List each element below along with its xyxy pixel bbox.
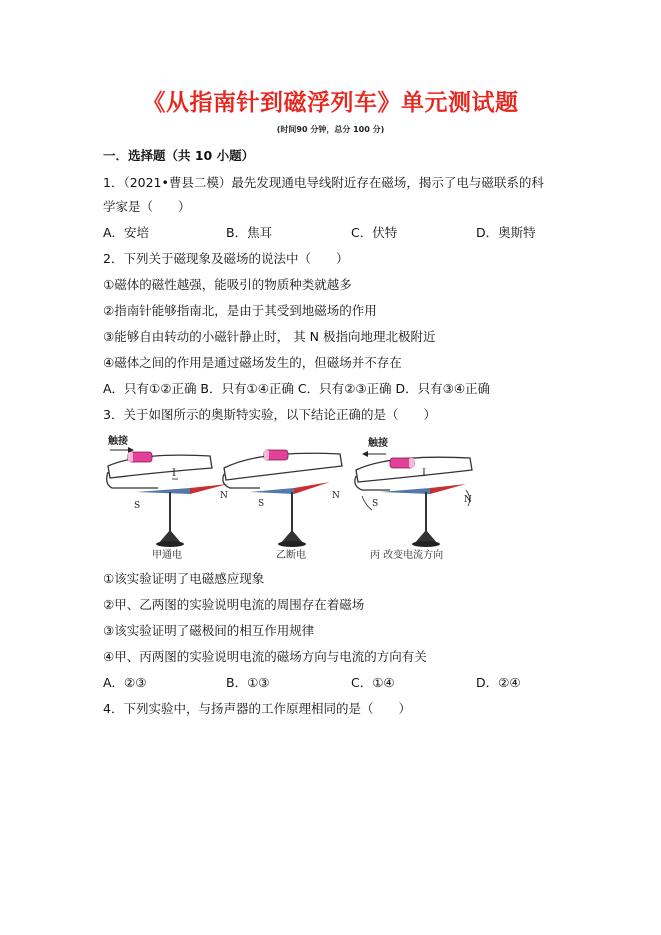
n-label-b: N xyxy=(332,491,340,501)
n-label-c: N xyxy=(464,495,472,505)
caption-b: 乙断电 xyxy=(276,550,306,561)
q1-option-c: C．伏特 xyxy=(351,225,398,240)
q2-statement-2: ②指南针能够指南北，是由于其受到地磁场的作用 xyxy=(103,303,377,318)
q3-statement-1: ①该实验证明了电磁感应现象 xyxy=(103,571,265,586)
oersted-diagram xyxy=(100,432,510,562)
q2-stem: 2．下列关于磁现象及磁场的说法中（ ） xyxy=(103,251,349,266)
page-subtitle: (时间90 分钟，总分 100 分) xyxy=(276,125,385,134)
caption-c: 丙 改变电流方向 xyxy=(370,550,444,561)
q3-option-d: D．②④ xyxy=(476,675,521,690)
q2-options: A．只有①②正确 B．只有①④正确 C．只有②③正确 D．只有③④正确 xyxy=(103,381,491,396)
q3-statement-3: ③该实验证明了磁极间的相互作用规律 xyxy=(103,623,315,638)
touch-label-a: 触接 xyxy=(108,436,128,447)
current-label-c: I xyxy=(422,468,426,479)
q2-statement-4: ④磁体之间的作用是通过磁场发生的，但磁场并不存在 xyxy=(103,355,402,370)
section-heading: 一．选择题（共 10 小题） xyxy=(103,148,255,163)
s-label-a: S xyxy=(134,501,141,511)
q1-option-b: B．焦耳 xyxy=(226,225,273,240)
oersted-experiment-figure xyxy=(100,432,510,562)
q1-option-d: D．奥斯特 xyxy=(476,225,536,240)
q3-option-a: A．②③ xyxy=(103,675,147,690)
page-title: 《从指南针到磁浮列车》单元测试题 xyxy=(142,89,519,116)
panel-a xyxy=(107,434,228,561)
q3-statement-2: ②甲、乙两图的实验说明电流的周围存在着磁场 xyxy=(103,597,365,612)
q2-statement-1: ①磁体的磁性越强，能吸引的物质种类就越多 xyxy=(103,277,352,292)
q1-option-a: A．安培 xyxy=(103,225,150,240)
q2-statement-3: ③能够自由转动的小磁针静止时， 其 N 极指向地理北极附近 xyxy=(103,329,436,344)
caption-a: 甲通电 xyxy=(152,550,182,561)
n-label-a: N xyxy=(220,491,228,501)
q3-stem: 3．关于如图所示的奥斯特实验，以下结论正确的是（ ） xyxy=(103,407,436,422)
s-label-b: S xyxy=(258,499,265,509)
s-label-c: S xyxy=(372,499,379,509)
q1-stem-line2: 学家是（ ） xyxy=(103,199,191,214)
q4-stem: 4．下列实验中，与扬声器的工作原理相同的是（ ） xyxy=(103,701,411,716)
q3-statement-4: ④甲、丙两图的实验说明电流的磁场方向与电流的方向有关 xyxy=(103,649,427,664)
touch-label-c: 触接 xyxy=(368,438,388,449)
current-label-a: I xyxy=(172,468,176,479)
q3-option-b: B．①③ xyxy=(226,675,270,690)
q1-stem-line1: 1．（2021•曹县二模）最先发现通电导线附近存在磁场，揭示了电与磁联系的科 xyxy=(103,175,544,190)
q3-option-c: C．①④ xyxy=(351,675,395,690)
panel-b xyxy=(223,450,342,561)
panel-c xyxy=(355,436,472,561)
